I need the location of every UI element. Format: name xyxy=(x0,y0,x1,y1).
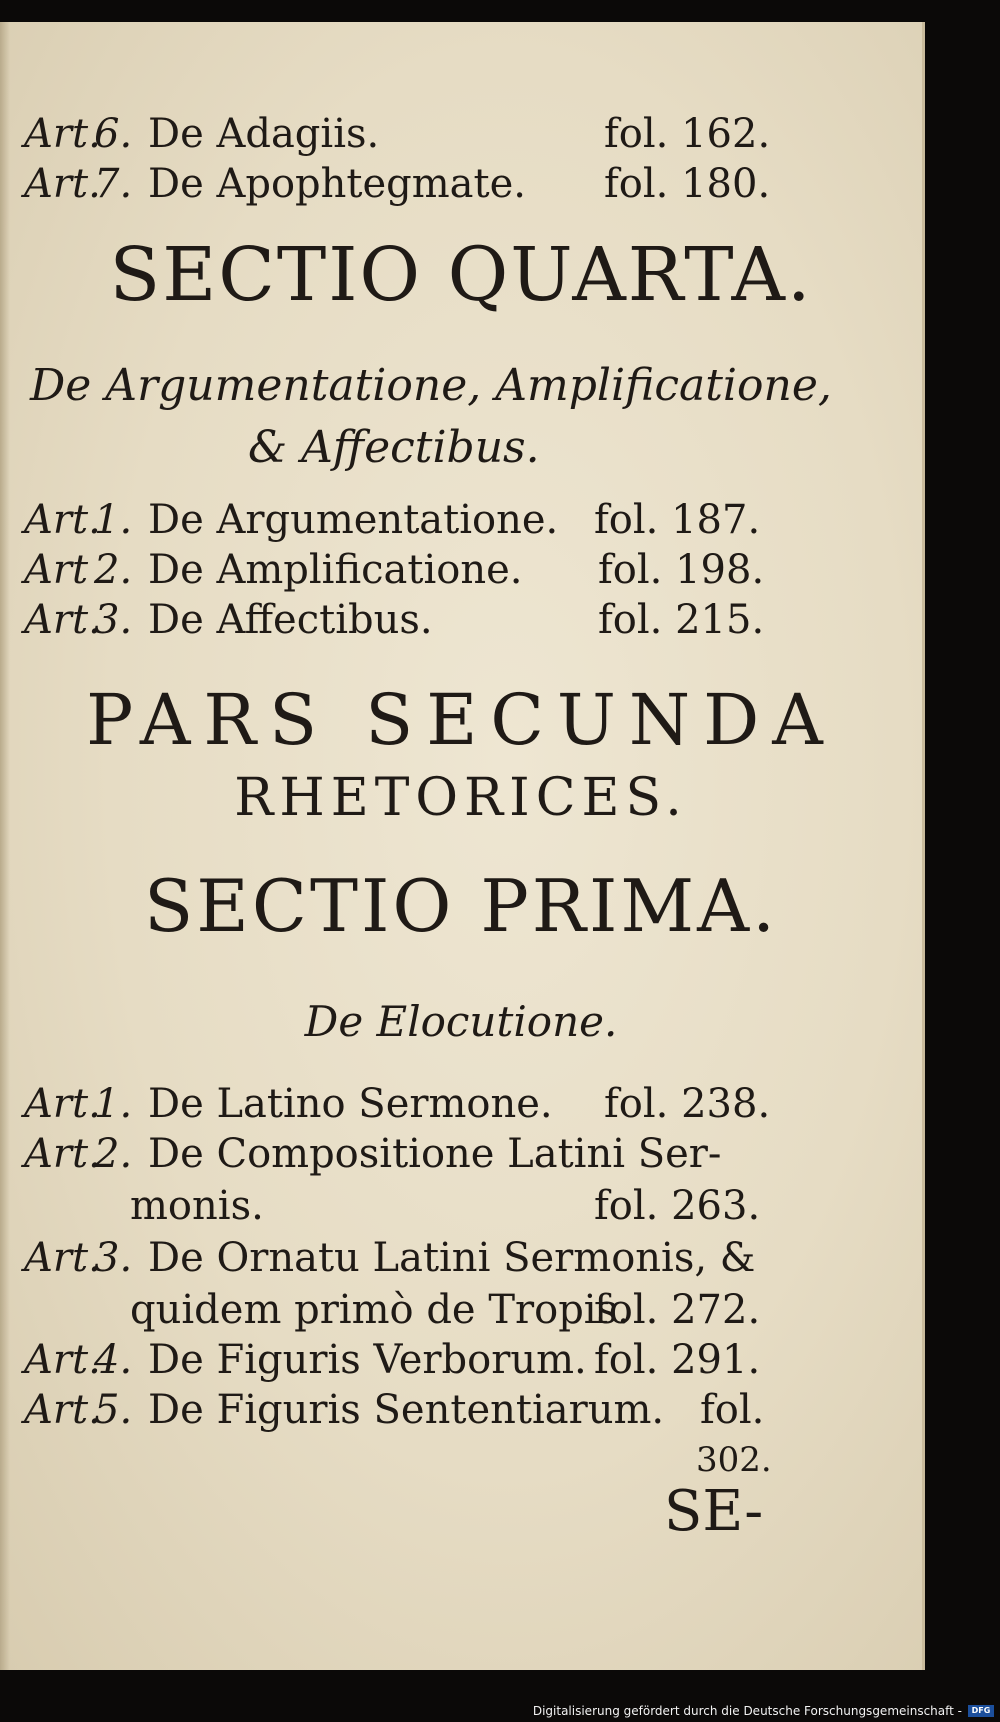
entry-title: De Compositione Latini Ser- xyxy=(148,1131,722,1177)
folio-ref: fol. 215. xyxy=(598,597,765,643)
section-quarta-heading: SECTIO QUARTA. xyxy=(109,232,813,318)
folio-ref: fol. 198. xyxy=(598,547,765,593)
art-label: Art. xyxy=(24,1131,101,1177)
entry-title: De Amplificatione. xyxy=(148,547,523,593)
toc-entry-compositione xyxy=(24,1130,721,1178)
folio-ref: fol. 291. xyxy=(594,1337,761,1383)
art-label: Art. xyxy=(24,1235,101,1281)
toc-entry-art7 xyxy=(24,160,526,208)
art-number: 1. xyxy=(94,1081,133,1127)
art-label: Art. xyxy=(24,161,101,207)
toc-entry-affectibus xyxy=(24,596,433,644)
art-number: 2. xyxy=(94,547,133,593)
toc-entry-art6 xyxy=(24,110,379,158)
art-number: 5. xyxy=(94,1387,133,1433)
entry-title: De Adagiis. xyxy=(148,111,380,157)
entry-title-continuation: quidem primò de Tropis. xyxy=(130,1287,630,1333)
art-number: 3. xyxy=(94,1235,133,1281)
folio-ref: fol. 238. xyxy=(604,1081,771,1127)
toc-entry-latino-sermone xyxy=(24,1080,553,1128)
art-label: Art. xyxy=(24,1337,101,1383)
folio-number: 302. xyxy=(696,1440,772,1480)
toc-entry-figuris-verborum xyxy=(24,1336,587,1384)
section-quarta-subtitle-line1: De Argumentatione, Amplificatione, xyxy=(30,360,832,411)
entry-title: De Figuris Sententiarum. xyxy=(148,1387,665,1433)
toc-entry-amplificatione xyxy=(24,546,523,594)
pars-secunda-heading: PARS SECUNDA xyxy=(86,679,836,761)
catchword: SE- xyxy=(664,1479,764,1544)
folio-ref: fol. 263. xyxy=(594,1183,761,1229)
art-label: Art xyxy=(24,547,89,593)
art-label: Art. xyxy=(24,111,101,157)
folio-ref: fol. 187. xyxy=(594,497,761,543)
entry-title: De Apophtegmate. xyxy=(148,161,526,207)
art-label: Art. xyxy=(24,597,101,643)
folio-ref: fol. 162. xyxy=(604,111,771,157)
toc-entry-figuris-sententiarum xyxy=(24,1386,664,1434)
entry-title-continuation: monis. xyxy=(130,1183,264,1229)
entry-title: De Latino Sermone. xyxy=(148,1081,553,1127)
section-quarta-subtitle-line2: & Affectibus. xyxy=(248,422,540,473)
entry-title: De Argumentatione. xyxy=(148,497,559,543)
entry-title: De Ornatu Latini Sermonis, & xyxy=(148,1235,756,1281)
rhetorices-heading: RHETORICES. xyxy=(234,768,688,828)
book-page xyxy=(0,22,925,1670)
folio-ref: fol. 180. xyxy=(604,161,771,207)
art-label: Art. xyxy=(24,1387,101,1433)
entry-title: De Figuris Verborum. xyxy=(148,1337,587,1383)
art-number: 2. xyxy=(94,1131,133,1177)
toc-entry-argumentatione xyxy=(24,496,558,544)
footer-credit: Digitalisierung gefördert durch die Deutsche Forschungsgemeinschaft - xyxy=(532,1704,962,1718)
art-number: 1. xyxy=(94,497,133,543)
dfg-logo-icon: DFG xyxy=(968,1705,994,1717)
folio-ref: fol. 272. xyxy=(594,1287,761,1333)
section-prima-subtitle: De Elocutione. xyxy=(304,997,618,1046)
art-number: 7. xyxy=(94,161,133,207)
section-prima-heading: SECTIO PRIMA. xyxy=(143,864,779,948)
art-number: 3. xyxy=(94,597,133,643)
folio-ref: fol. xyxy=(700,1387,765,1433)
art-label: Art. xyxy=(24,497,101,543)
art-number: 6. xyxy=(94,111,133,157)
art-number: 4. xyxy=(94,1337,133,1383)
footer-bar xyxy=(0,1700,1000,1722)
toc-entry-ornatu xyxy=(24,1234,755,1282)
entry-title: De Affectibus. xyxy=(148,597,433,643)
art-label: Art. xyxy=(24,1081,101,1127)
